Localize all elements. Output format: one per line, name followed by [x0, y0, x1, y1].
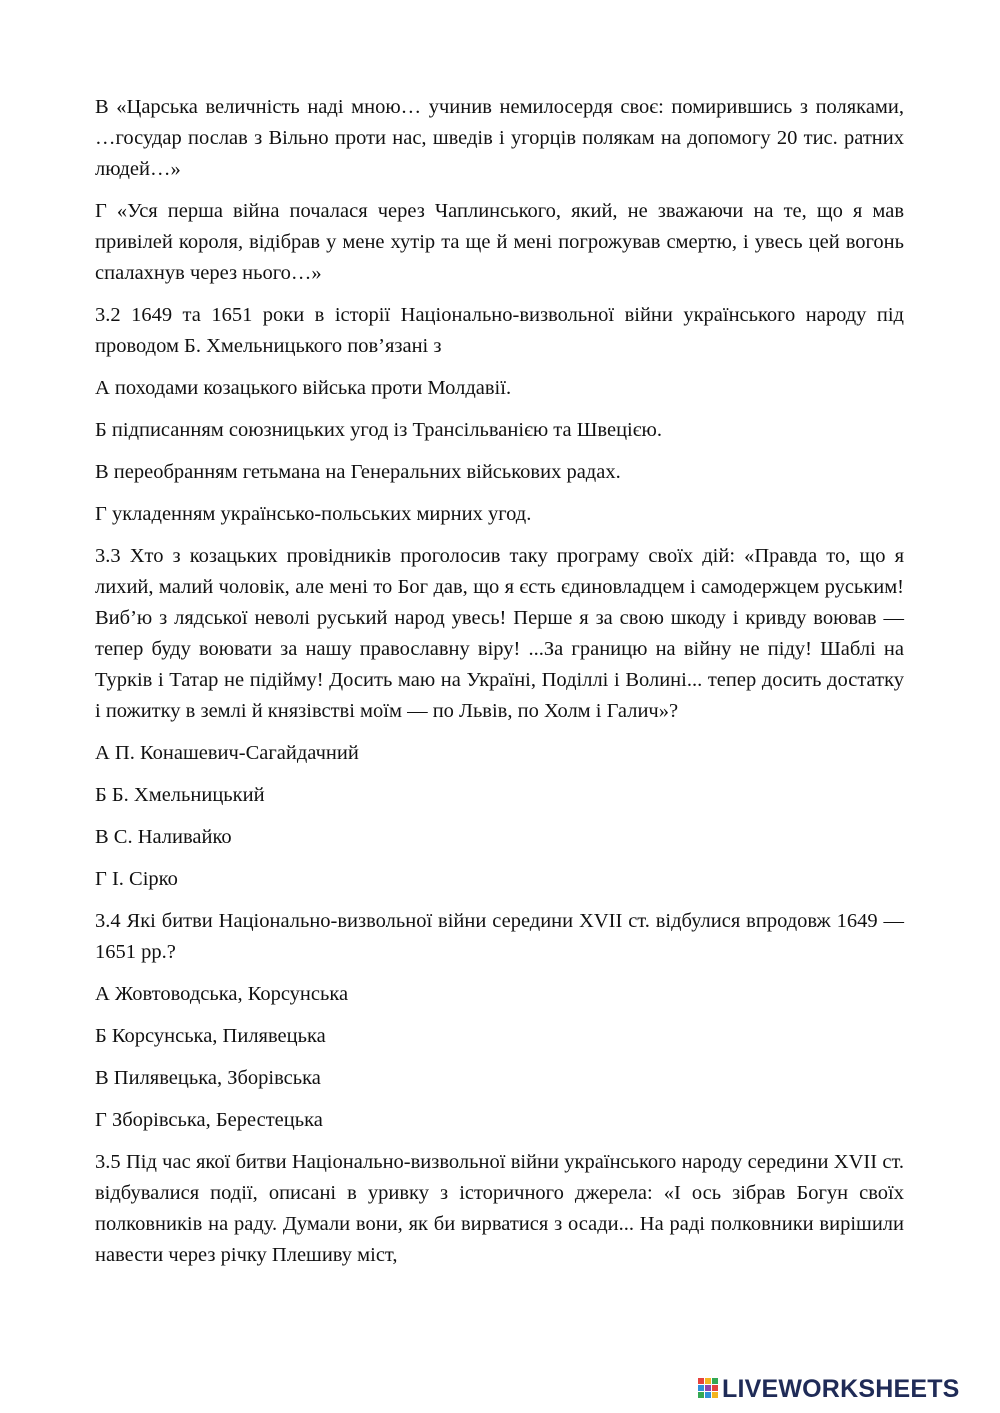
- answer-option-b: Б Б. Хмельницький: [95, 784, 265, 806]
- answer-option-a: А П. Конашевич-Сагайдачний: [95, 742, 359, 764]
- answer-option-b: Б Корсунська, Пилявецька: [95, 1025, 326, 1047]
- answer-option-v: В С. Наливайко: [95, 826, 232, 848]
- question-3-5: 3.5 Під час якої битви Національно-визвольної війни українського народу середини XVII ст. відбувалися події, описані в уривку з історичного джерела: «І ось зібрав Богун своїх полковників на раду. Думали вони, як би вирватися з осади... На раді полковники вирішили навести через річку Плешиву міст,: [95, 1151, 904, 1266]
- answer-option-h: Г Зборівська, Берестецька: [95, 1109, 323, 1131]
- answer-option-v-quote: В «Царська величність наді мною… учинив немилосердя своє: помирившись з поляками, …государ послав з Вільно проти нас, шведів і угорців полякам на допомогу 20 тис. ратних людей…»: [95, 96, 904, 180]
- question-3-3: 3.3 Хто з козацьких провідників проголосив таку програму своїх дій: «Правда то, що я лихий, малий чоловік, але мені то Бог дав, що я єсть єдиновладцем і самодержцем руським! Виб’ю з лядської неволі руський народ увесь! Перше я за свою шкоду і кривду воював — тепер буду воювати за нашу православну віру! ...За границю на війну не піду! Шаблі на Турків і Татар не підійму! Досить маю на Україні, Поділлі і Волині... тепер досить достатку і пожитку в землі й князівстві моїм — по Львів, по Холм і Галич»?: [95, 545, 904, 722]
- answer-option-h: Г І. Сірко: [95, 868, 178, 890]
- document-page: [95, 92, 904, 1282]
- answer-option-h: Г укладенням українсько-польських мирних угод.: [95, 503, 532, 525]
- answer-option-a: А походами козацького війська проти Молдавії.: [95, 377, 512, 399]
- answer-option-v: В переобранням гетьмана на Генеральних військових радах.: [95, 461, 621, 483]
- answer-option-v: В Пилявецька, Зборівська: [95, 1067, 321, 1089]
- answer-option-b: Б підписанням союзницьких угод із Трансільванією та Швецією.: [95, 419, 662, 441]
- answer-option-h-quote: Г «Уся перша війна почалася через Чаплинського, який, не зважаючи на те, що я мав привілей короля, відібрав у мене хутір та ще й мені погрожував смертю, і увесь цей вогонь спалахнув через нього…»: [95, 200, 904, 284]
- answer-option-a: А Жовтоводська, Корсунська: [95, 983, 349, 1005]
- liveworksheets-logo-icon: [697, 1377, 719, 1401]
- question-3-4: 3.4 Які битви Національно-визвольної війни середини XVII ст. відбулися впродовж 1649 — 1651 рр.?: [95, 910, 904, 963]
- question-3-2: 3.2 1649 та 1651 роки в історії Національно-визвольної війни українського народу під проводом Б. Хмельницького пов’язані з: [95, 304, 904, 357]
- watermark-text: LIVEWORKSHEETS: [722, 1374, 960, 1403]
- liveworksheets-watermark: [697, 1374, 960, 1404]
